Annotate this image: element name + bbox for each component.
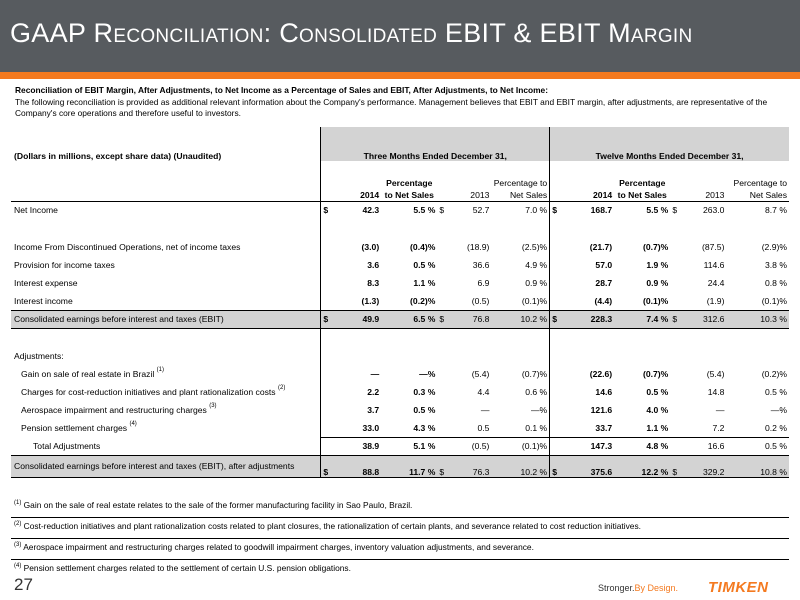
- col-2014-q: 2014: [335, 161, 381, 201]
- col-pct-2013-y: Percentage to Net Sales: [726, 161, 789, 201]
- table-row: Gain on sale of real estate in Brazil $^{(1)}$ — —% (5.4) (0.7)% (22.6) (0.7)% (5.4) (0.2)%: [11, 365, 789, 383]
- table-row: Income From Discontinued Operations, net of income taxes (3.0) (0.4)% (18.9) (2.5)% (21.7) (0.7)% (87.5) (2.9)%: [11, 238, 789, 256]
- intro-text: [15, 85, 785, 120]
- table-row: Pension settlement charges $^{(4)}$ 33.0 4.3 % 0.5 0.1 % 33.7 1.1 % 7.2 0.2 %: [11, 419, 789, 437]
- col-2013-q: 2013: [450, 161, 492, 201]
- col-pct-2013-q: Percentage to Net Sales: [491, 161, 549, 201]
- timken-logo: TIMKEN: [708, 579, 769, 596]
- col-2013-y: 2013: [683, 161, 727, 201]
- adjustments-label: Adjustments:: [14, 351, 64, 361]
- table-row: Interest income (1.3) (0.2)% (0.5) (0.1)% (4.4) (0.1)% (1.9) (0.1)%: [11, 292, 789, 310]
- ebit-row: Consolidated earnings before interest and taxes (EBIT) $ 49.9 6.5 % $ 76.8 10.2 % $ 228.3 7.4 % $ 312.6 10.3 %: [11, 310, 789, 328]
- accent-bar: [0, 72, 800, 79]
- tagline: Stronger.By Design.: [598, 583, 679, 593]
- ebit-adjusted-row: Consolidated earnings before interest and taxes (EBIT), after adjustments $ 88.8 11.7 % $ 76.3 10.2 % $ 375.6 12.2 % $ 329.2 10.8 %: [11, 455, 789, 477]
- table-row: Net Income $ 42.3 5.5 % $ 52.7 7.0 % $ 168.7 5.5 % $ 263.0 8.7 %: [11, 201, 789, 219]
- total-adjustments-row: Total Adjustments 38.9 5.1 % (0.5) (0.1)% 147.3 4.8 % 16.6 0.5 %: [11, 437, 789, 455]
- units-label: (Dollars in millions, except share data) (Unaudited): [14, 151, 222, 161]
- footnotes: [11, 497, 789, 581]
- slide-title: GAAP Reconciliation: Consolidated EBIT & EBIT Margin: [10, 18, 693, 48]
- footnote: $^{(2)}$ Cost-reduction initiatives and plant rationalization costs related to plant closures, the rationalization of certain plants, and severance related to cost reduction initiatives.: [11, 518, 789, 539]
- slide-header: [0, 0, 800, 72]
- col-pct-2014-y: Percentage to Net Sales: [614, 161, 670, 201]
- reconciliation-table: [11, 127, 789, 478]
- intro-heading: Reconciliation of EBIT Margin, After Adjustments, to Net Income as a Percentage of Sales and EBIT, After Adjustments, to Net Income:: [15, 85, 548, 95]
- period-three-months: Three Months Ended December 31,: [321, 127, 550, 161]
- table-row: Charges for cost-reduction initiatives and plant rationalization costs $^{(2)}$ 2.2 0.3 % 4.4 0.6 % 14.6 0.5 % 14.8 0.5 %: [11, 383, 789, 401]
- col-2014-y: 2014: [564, 161, 614, 201]
- intro-body: The following reconciliation is provided as additional relevant information about the Company's performance. Management believes that EBIT and EBIT margin, after adjustments, are representative of the Company's core operations and therefore useful to investors.: [15, 96, 768, 118]
- table-row: Provision for income taxes 3.6 0.5 % 36.6 4.9 % 57.0 1.9 % 114.6 3.8 %: [11, 256, 789, 274]
- footnote: $^{(1)}$ Gain on the sale of real estate relates to the sale of the former manufacturing facility in Sao Paulo, Brazil.: [11, 497, 789, 518]
- col-pct-2014-q: Percentage to Net Sales: [381, 161, 437, 201]
- adjustments-heading-row: [11, 347, 789, 365]
- footnote: $^{(3)}$ Aerospace impairment and restructuring charges related to goodwill impairment charges, inventory valuation adjustments, and severance.: [11, 539, 789, 560]
- page-number: 27: [14, 575, 33, 594]
- footnote: $^{(4)}$ Pension settlement charges related to the settlement of certain U.S. pension obligations.: [14, 563, 351, 573]
- period-twelve-months: Twelve Months Ended December 31,: [550, 127, 789, 161]
- table-row: Aerospace impairment and restructuring charges $^{(3)}$ 3.7 0.5 % — —% 121.6 4.0 % — —%: [11, 401, 789, 419]
- table-row: Interest expense 8.3 1.1 % 6.9 0.9 % 28.7 0.9 % 24.4 0.8 %: [11, 274, 789, 292]
